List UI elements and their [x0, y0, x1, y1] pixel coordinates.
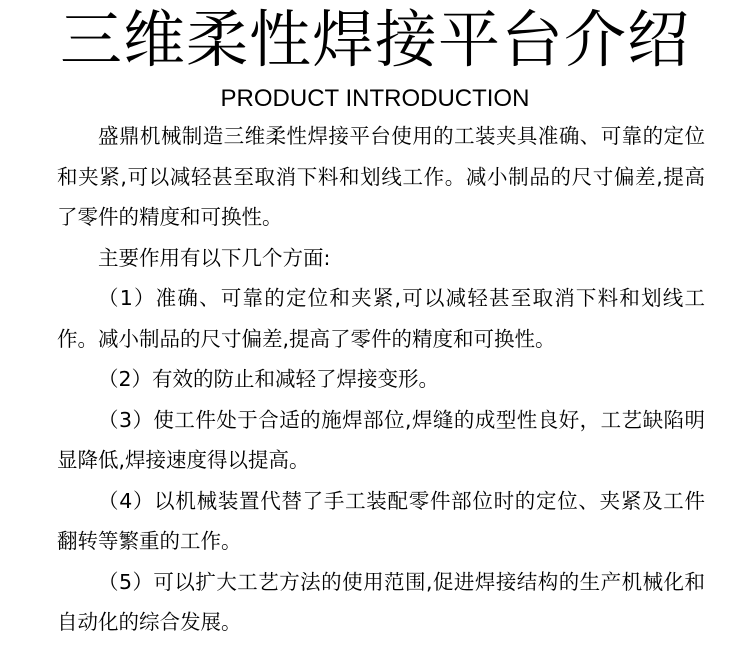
function-item-4: （4）以机械装置代替了手工装配零件部位时的定位、夹紧及工件翻转等繁重的工作。 — [57, 488, 705, 553]
page-subtitle: PRODUCT INTRODUCTION — [220, 85, 530, 112]
introduction-body — [57, 116, 705, 643]
function-item-5: （5）可以扩大工艺方法的使用范围,促进焊接结构的生产机械化和自动化的综合发展。 — [57, 569, 705, 634]
function-item-1: （1）准确、可靠的定位和夹紧,可以减轻甚至取消下料和划线工作。减小制品的尺寸偏差,提高了零件的精度和可换性。 — [57, 286, 705, 351]
page-title: 三维柔性焊接平台介绍 — [59, 3, 690, 76]
function-item-2: （2）有效的防止和减轻了焊接变形。 — [98, 367, 440, 391]
intro-paragraph: 盛鼎机械制造三维柔性焊接平台使用的工装夹具准确、可靠的定位和夹紧,可以减轻甚至取消下料和划线工作。减小制品的尺寸偏差,提高了零件的精度和可换性。 — [57, 124, 705, 229]
main-functions-heading: 主要作用有以下几个方面: — [98, 245, 331, 270]
function-item-3: （3）使工件处于合适的施焊部位,焊缝的成型性良好，工艺缺陷明显降低,焊接速度得以提高。 — [57, 407, 705, 472]
